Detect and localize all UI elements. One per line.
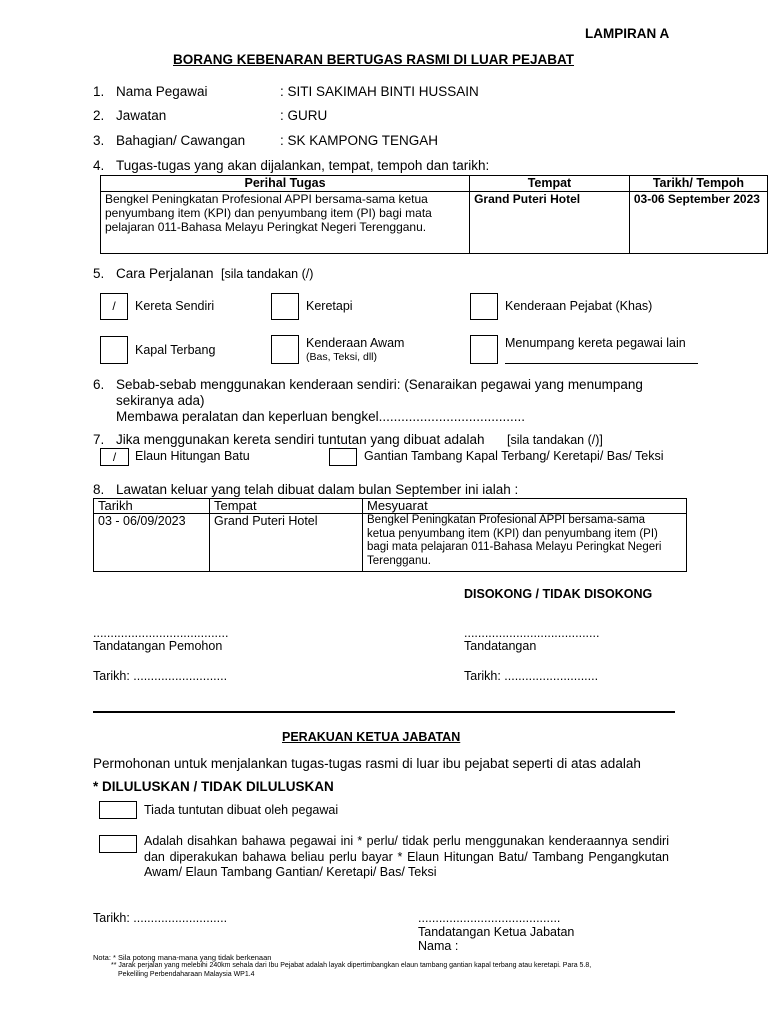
perakuan-decision[interactable]: * DILULUSKAN / TIDAK DILULUSKAN <box>93 779 334 794</box>
option-label: Menumpang kereta pegawai lain <box>505 336 686 350</box>
table-cell: Bengkel Peningkatan Profesional APPI bersama-sama ketua penyumbang item (KPI) dan penyumbang item (PI) bagi mata pelajaran 011-Bahasa Melayu Peringkat Negeri Terengganu. <box>101 192 470 254</box>
section5-label: Cara Perjalanan <box>116 266 214 281</box>
option-label: Tiada tuntutan dibuat oleh pegawai <box>144 803 339 817</box>
section4-label: Tugas-tugas yang akan dijalankan, tempat, tempoh dan tarikh: <box>116 158 490 173</box>
field-value: : SITI SAKIMAH BINTI HUSSAIN <box>280 84 479 99</box>
option-label: Kenderaan Pejabat (Khas) <box>505 299 653 313</box>
disokong-label: DISOKONG / TIDAK DISOKONG <box>464 587 653 601</box>
menumpang-line[interactable] <box>505 363 698 364</box>
table-header: Tempat <box>470 176 630 192</box>
section8-number: 8. <box>93 482 105 497</box>
option-label: Keretapi <box>306 299 353 313</box>
tarikh-penyokong[interactable]: Tarikh: ........................... <box>464 669 599 683</box>
checkbox-elaun-hitungan[interactable]: / <box>100 448 129 466</box>
section4-number: 4. <box>93 158 105 173</box>
field-label: Jawatan <box>116 108 167 123</box>
tandatangan-label: Tandatangan <box>464 639 537 653</box>
section6-label-cont: sekiranya ada) <box>116 393 205 408</box>
checkbox-kenderaan-awam[interactable] <box>271 335 299 364</box>
tarikh-ketua[interactable]: Tarikh: ........................... <box>93 911 228 925</box>
section5-note: [sila tandakan (/) <box>221 267 314 281</box>
checkbox-disahkan[interactable] <box>99 835 137 853</box>
field-number: 3. <box>93 133 105 148</box>
table-cell: Grand Puteri Hotel <box>470 192 630 254</box>
field-value: : GURU <box>280 108 328 123</box>
option-label: Adalah disahkan bahawa pegawai ini * perlu/ tidak perlu menggunakan kenderaannya sendiri dan diperakukan bahawa beliau perlu bayar * Elaun Hitungan Batu/ Tambang Pengangkutan Awam/ Elaun Tambang Gantian/ Keretapi/ Bas/ Teksi <box>144 834 669 879</box>
field-number: 2. <box>93 108 105 123</box>
table-header: Perihal Tugas <box>101 176 470 192</box>
table-cell: Bengkel Peningkatan Profesional APPI bersama-sama ketua penyumbang item (KPI) dan penyumbang item (PI) bagi mata pelajaran 011-Bahasa Melayu Peringkat Negeri Terengganu. <box>363 514 687 572</box>
section6-answer[interactable]: Membawa peralatan dan keperluan bengkel....................................... <box>116 409 525 424</box>
checkbox-kereta-sendiri[interactable]: / <box>100 293 128 320</box>
section7-number: 7. <box>93 432 105 447</box>
field-label: Nama Pegawai <box>116 84 208 99</box>
option-label: Kenderaan Awam <box>306 336 405 350</box>
section5-number: 5. <box>93 266 105 281</box>
signature-line-pemohon[interactable]: ....................................... <box>93 626 229 640</box>
form-title: BORANG KEBENARAN BERTUGAS RASMI DI LUAR PEJABAT <box>173 52 575 67</box>
lampiran-label: LAMPIRAN A <box>585 26 670 41</box>
tugas-table <box>100 175 768 254</box>
table-header: Tempat <box>210 499 363 514</box>
pemohon-label: Tandatangan Pemohon <box>93 639 223 653</box>
nota-line: Nota: * Sila potong mana-mana yang tidak berkenaan <box>93 953 272 962</box>
signature-line-ketua[interactable]: ......................................... <box>418 911 561 925</box>
perakuan-title: PERAKUAN KETUA JABATAN <box>282 730 461 744</box>
ketua-label: Tandatangan Ketua Jabatan <box>418 925 575 939</box>
nota-line: ** Jarak perjalan yang melebihi 240km sehala dari Ibu Pejabat adalah layak dipertimbangkan elaun tambang gantian kapal terbang atau keretapi. Para 5.8, <box>111 962 592 969</box>
signature-line-penyokong[interactable]: ....................................... <box>464 626 600 640</box>
section-divider <box>93 711 675 713</box>
checkbox-kapal-terbang[interactable] <box>100 336 128 364</box>
lawatan-table <box>93 498 687 572</box>
option-label: Elaun Hitungan Batu <box>135 449 250 463</box>
tarikh-pemohon[interactable]: Tarikh: ........................... <box>93 669 228 683</box>
option-sublabel: (Bas, Teksi, dll) <box>306 351 377 363</box>
section8-label: Lawatan keluar yang telah dibuat dalam bulan September ini ialah : <box>116 482 519 497</box>
checkbox-kenderaan-pejabat[interactable] <box>470 293 498 320</box>
perakuan-intro: Permohonan untuk menjalankan tugas-tugas rasmi di luar ibu pejabat seperti di atas adalah <box>93 756 641 771</box>
table-header: Mesyuarat <box>363 499 687 514</box>
field-value: : SK KAMPONG TENGAH <box>280 133 439 148</box>
section6-number: 6. <box>93 377 105 392</box>
option-label: Kereta Sendiri <box>135 299 215 313</box>
checkbox-tiada-tuntutan[interactable] <box>99 801 137 819</box>
field-number: 1. <box>93 84 105 99</box>
option-label: Kapal Terbang <box>135 343 216 357</box>
nota-line: Pekeliling Perbendaharaan Malaysia WP1.4 <box>118 971 255 978</box>
section7-note: [sila tandakan (/)] <box>507 433 603 447</box>
table-header: Tarikh <box>94 499 210 514</box>
checkbox-keretapi[interactable] <box>271 293 299 320</box>
checkbox-gantian-tambang[interactable] <box>329 448 357 466</box>
field-label: Bahagian/ Cawangan <box>116 133 246 148</box>
checkbox-menumpang[interactable] <box>470 335 498 364</box>
table-cell: 03 - 06/09/2023 <box>94 514 210 572</box>
nama-label[interactable]: Nama : <box>418 939 459 953</box>
option-label: Gantian Tambang Kapal Terbang/ Keretapi/ Bas/ Teksi <box>364 449 664 463</box>
table-header: Tarikh/ Tempoh <box>629 176 767 192</box>
section6-label: Sebab-sebab menggunakan kenderaan sendiri: (Senaraikan pegawai yang menumpang <box>116 377 643 392</box>
section7-label: Jika menggunakan kereta sendiri tuntutan yang dibuat adalah <box>116 432 485 447</box>
table-cell: 03-06 September 2023 <box>629 192 767 254</box>
table-cell: Grand Puteri Hotel <box>210 514 363 572</box>
